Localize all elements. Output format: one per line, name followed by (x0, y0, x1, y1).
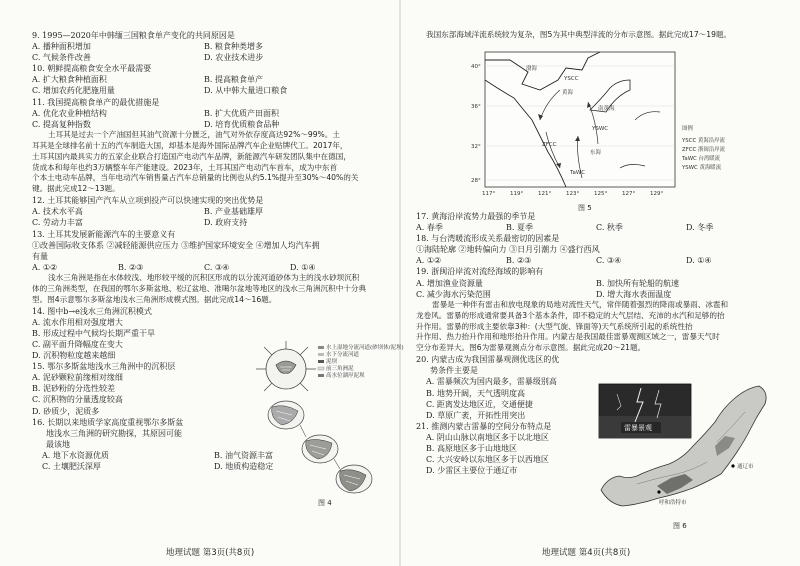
q12-option-d: D. 政府支持 (204, 218, 248, 228)
place-south-yellow-sea: 南黄海 (598, 106, 615, 112)
q20-option-b: B. 地势开阔，天气透明度高 (426, 388, 525, 398)
fig6-caption: 图 6 (673, 522, 687, 530)
q13-option-c: C. ③④ (204, 262, 230, 272)
q19-stem: 19. 浙闽沿岸流对流经海域的影响有 (416, 267, 544, 277)
q16-option-c: C. 土壤肥沃深厚 (42, 461, 101, 471)
q16-option-b: B. 油气资源丰富 (214, 450, 273, 460)
q21-option-b: B. 高原地区多于山地地区 (426, 444, 517, 454)
label-tawc: TaWC (570, 170, 586, 176)
q18-line: ①海陆轮廓 ②地转偏向力 ③日月引潮力 ④盛行西风 (416, 245, 600, 255)
lon-label: 125° (594, 191, 608, 197)
fig4-legend-item: 水上湿地分流河道(砂坝体/泥坝) (326, 345, 404, 351)
q16-stem-1: 16. 长期以来地质学家高度重视鄂尔多斯盆 (32, 417, 184, 427)
q10-options-row2 (32, 85, 387, 96)
q16-option-d: D. 地质构造稳定 (214, 461, 274, 471)
lon-label: 129° (650, 191, 664, 197)
q16-option-a: A. 地下水资源优质 (42, 450, 109, 460)
q10-option-c: C. 增加农药化肥施用量 (32, 86, 115, 96)
q20-option-a: A. 雷暴频次为国内最多，雷暴级别高 (426, 377, 557, 387)
q14-option-d: D. 沉积物粒度越来越细 (32, 351, 116, 361)
fig4-stage-a (256, 341, 316, 391)
passage-thunder-line: 升作用。雷暴的形成主要依靠3种：(大型气旋、锋面等)天气系统所引起的系统性抬 (416, 321, 693, 331)
passage-thunder-line: 空分布差异大。图6为雷暴观测点分布示意图。据此完成20～21题。 (416, 343, 646, 353)
q9-option-c: C. 气候条件改善 (32, 53, 91, 63)
q10-option-b: B. 提高粮食单产 (204, 75, 263, 85)
q18-stem: 18. 与台湾暖流形成关系最密切的因素是 (416, 234, 560, 244)
q19-options-row2 (416, 289, 776, 300)
fig5-caption: 图 5 (578, 204, 592, 212)
q18-option-c: C. ③④ (596, 256, 622, 266)
label-ysc: YSCC (564, 76, 579, 82)
q19-options-row1 (416, 278, 776, 289)
q15-option-b: B. 泥砂粉的分选性较差 (32, 384, 115, 394)
q11-option-a: A. 优化农业种植结构 (32, 108, 107, 118)
q21-option-c: C. 大兴安岭以东地区多于以西地区 (426, 455, 549, 465)
passage-thunder-line: 雷暴是一种伴有雷击和放电现象的局地对流性天气，常伴随着强烈的降雨或暴雨、冰雹和 (432, 299, 729, 309)
city-hohhot-dot (657, 490, 660, 493)
city-hohhot: 呼和浩特市 (659, 500, 687, 506)
q12-option-a: A. 技术水平高 (32, 207, 83, 217)
place-yellow-sea: 黄海 (562, 90, 574, 96)
left-page-footer: 地理试题 第3页(共8页) (166, 548, 255, 558)
q9-option-b: B. 粮食种类增多 (204, 42, 263, 52)
q20-stem-2: 势条件主要是 (430, 366, 478, 376)
place-bohai: 渤海 (526, 66, 538, 72)
place-east-sea: 东海 (590, 150, 602, 156)
passage-turkey (32, 130, 387, 195)
legend-item: ZFCC 浙闽沿岸流 (682, 147, 725, 153)
lat-label: 32° (471, 144, 481, 150)
q20-21-block (416, 354, 592, 476)
q16-stem-2: 地浅水三角洲的研究勘探，其原因可能 (46, 428, 182, 438)
q17-options (416, 222, 776, 233)
q15-option-a: A. 泥砂颗粒前缘相对缘细 (32, 373, 123, 383)
q21-stem: 21. 推测内蒙古雷暴的空间分布特点是 (416, 421, 552, 431)
q17-option-b: B. 夏季 (506, 223, 533, 233)
q21-option-d: D. 少雷区主要位于通辽市 (426, 466, 518, 476)
ocean-intro: 我国东部海域洋流系统较为复杂，图5为其中典型洋流的分布示意图。据此完成17～19题。 (426, 30, 732, 39)
passage-turkey-line: 土耳其是过去一个产油国但其油气资源十分匮乏，油气对外依存度高达92%～99%。土 (48, 129, 340, 139)
fig4-stage-b (268, 401, 304, 429)
q14-stem: 14. 图中b→e浅水三角洲沉积模式 (32, 306, 152, 316)
q11-option-d: D. 培育优质粮食品种 (204, 119, 280, 129)
passage-turkey-line: 货成本和每年也约3万辆整车年产能建设。2023年，土耳其国产电动汽车首车，成为中东首 (32, 162, 338, 172)
page-fold (399, 0, 401, 566)
q18-option-d: D. ①④ (686, 256, 712, 266)
q10-option-a: A. 扩大粮食种植面积 (32, 75, 107, 85)
lat-label: 36° (471, 104, 481, 110)
legend-item: TaWC 台湾暖流 (682, 156, 721, 162)
passage-delta-line: 体的三角洲类型，在我国的鄂尔多斯盆地、松辽盆地、准噶尔盆地等地区的浅水三角洲沉积中十分典 (32, 283, 367, 293)
q9-options-row2 (32, 52, 387, 63)
lon-label: 119° (510, 191, 524, 197)
passage-thunder-line: 龙卷风。雷暴的形成通常要具备3个基本条件，即不稳定的大气层结、充沛的水汽和足够的抬 (416, 310, 725, 320)
q13-line1: ①改善国际收支体系 ②减轻能源供应压力 ③维护国家环境安全 ④增加人均汽车拥 (32, 240, 320, 250)
q17-option-d: D. 冬季 (686, 223, 714, 233)
q12-option-c: C. 劳动力丰富 (32, 218, 83, 228)
city-tongliao: 通辽市 (737, 464, 754, 470)
q17-option-a: A. 春季 (416, 223, 443, 233)
q14-option-a: A. 流水作用相对强度增大 (32, 317, 123, 327)
fig4-legend-item: 前三角洲泥 (326, 366, 354, 372)
figure-5-current-map (470, 50, 740, 200)
q13-option-a: A. ①② (32, 262, 58, 272)
q17-option-c: C. 秋季 (596, 223, 623, 233)
lat-label: 28° (471, 178, 481, 184)
q11-option-c: C. 提高复种指数 (32, 119, 91, 129)
fig4-legend-item: 水下分流河道 (326, 352, 360, 358)
map5-legend (681, 124, 726, 171)
right-page (416, 30, 776, 41)
passage-delta (32, 273, 387, 306)
q18-option-a: A. ①② (416, 256, 442, 266)
q18-options (416, 255, 776, 266)
q13-line2: 有量 (32, 251, 48, 261)
q12-options-row2 (32, 217, 387, 228)
q9-stem: 9. 1995—2020年中韩缅三国粮食单产变化的共同原因是 (32, 31, 235, 40)
figure-4-delta-model (250, 343, 404, 513)
lat-label: 40° (471, 64, 481, 70)
fig4-stage-d (336, 465, 372, 493)
q14-option-b: B. 形成过程中气候均长期严重干旱 (32, 328, 155, 338)
q12-option-b: B. 产业基础雄厚 (204, 207, 263, 217)
fig4-stage-c (302, 435, 338, 463)
q20-option-c: C. 距离发达地区近，交通便捷 (426, 399, 533, 409)
passage-thunder-line: 升作用、热力抬升作用和地形抬升作用。内蒙古是我国最佳雷暴观测区域之一，雷暴天气时 (416, 332, 720, 342)
photo-label: 雷暴景观 (624, 424, 652, 432)
q9-option-d: D. 农业技术进步 (204, 53, 264, 63)
city-tongliao-dot (731, 464, 734, 467)
passage-turkey-line: 个本土电动车品牌，当年电动汽车销售量占汽车总销量的比例也从约5.1%提升至30%～40%的关 (32, 173, 359, 183)
lon-label: 121° (538, 191, 552, 197)
q11-options-row2 (32, 119, 387, 130)
q9-option-a: A. 播种面积增加 (32, 42, 91, 52)
legend-item: YSCC 黄海沿岸流 (682, 138, 725, 144)
q15-option-c: C. 沉积物的分量透度较高 (32, 395, 123, 405)
q13-options (32, 262, 387, 273)
lon-label: 123° (566, 191, 580, 197)
passage-turkey-line: 键。据此完成12～13题。 (32, 184, 120, 194)
q13-option-d: D. ①④ (290, 262, 316, 272)
q19-option-a: A. 增加渔业资源量 (416, 278, 483, 288)
q11-options-row1 (32, 108, 387, 119)
fig4-legend (318, 343, 404, 379)
figure-6-thunder-map (597, 382, 777, 522)
q11-stem: 11. 我国提高粮食单产的最优措施是 (32, 97, 160, 107)
q11-option-b: B. 扩大优质产田面积 (204, 108, 279, 118)
q12-stem: 12. 土耳其能够国产汽车从立项到投产可以快速实现的突出优势是 (32, 196, 264, 206)
lon-label: 117° (482, 191, 496, 197)
q20-option-d: D. 草原广袤，开拓性用突出 (426, 410, 526, 420)
q18-option-b: B. ②③ (506, 256, 532, 266)
q14-16-block (32, 306, 237, 450)
passage-delta-line: 浅水三角洲是指在水体较浅、地形较平缓的沉积区形成的以分流河道砂体为主的浅水砂坝沉积 (48, 272, 360, 282)
q12-options-row1 (32, 206, 387, 217)
fig4-caption: 图 4 (318, 499, 332, 507)
passage-delta-line: 型。图4示意鄂尔多斯盆地浅水三角洲形成模式图。据此完成14～16题。 (32, 294, 277, 304)
q17-stem: 17. 黄海沿岸流势力最强的季节是 (416, 212, 536, 221)
q10-option-d: D. 从中韩大量进口粮食 (204, 86, 288, 96)
right-page-footer: 地理试题 第4页(共8页) (542, 548, 631, 558)
legend-item: YSWC 黄海暖流 (682, 165, 722, 171)
q15-stem: 15. 鄂尔多斯盆地浅水三角洲中的沉积层 (32, 362, 176, 372)
q19-option-c: C. 减少海水污染范围 (416, 289, 491, 299)
q14-option-c: C. 副平面升降幅度在变大 (32, 339, 123, 349)
fig4-legend-item: 高水位湖岸泥坝 (326, 373, 365, 379)
thunderstorm-photo (599, 384, 691, 438)
q13-stem: 13. 土耳其发展新能源汽车的主要意义有 (32, 229, 176, 239)
q20-stem-1: 20. 内蒙古成为我国雷暴观测优选区的优 (416, 355, 560, 365)
lon-label: 127° (622, 191, 636, 197)
q15-option-d: D. 砂质少，泥质多 (32, 406, 100, 416)
passage-turkey-line: 土耳其国内最具实力的五家企业联合打造国产电动汽车品牌，新能源汽车研发团队集中在德国， (32, 151, 351, 161)
label-zfcc: ZFCC (542, 142, 557, 148)
passage-thunder (416, 300, 776, 355)
q16-stem-3: 最该地 (46, 439, 70, 449)
q10-stem: 10. 朝鲜提高粮食安全水平最需要 (32, 64, 152, 74)
q13-option-b: B. ②③ (118, 262, 144, 272)
q21-option-a: A. 阴山山脉以南地区多于以北地区 (426, 432, 549, 442)
q19-option-d: D. 增大海水表面温度 (596, 289, 672, 299)
fig4-legend-item: 泥坝 (326, 359, 338, 365)
legend-title: 图例 (682, 126, 693, 132)
q19-option-b: B. 加快所有轮船的航速 (596, 278, 679, 288)
q10-options-row1 (32, 74, 387, 85)
q9-options-row1 (32, 41, 387, 52)
passage-turkey-line: 耳其是全球排名前十五的汽车制造大国，却基本是海外国际品牌汽车企业贴牌代工。2017年， (32, 140, 348, 150)
label-yswc: YSWC (592, 126, 609, 132)
